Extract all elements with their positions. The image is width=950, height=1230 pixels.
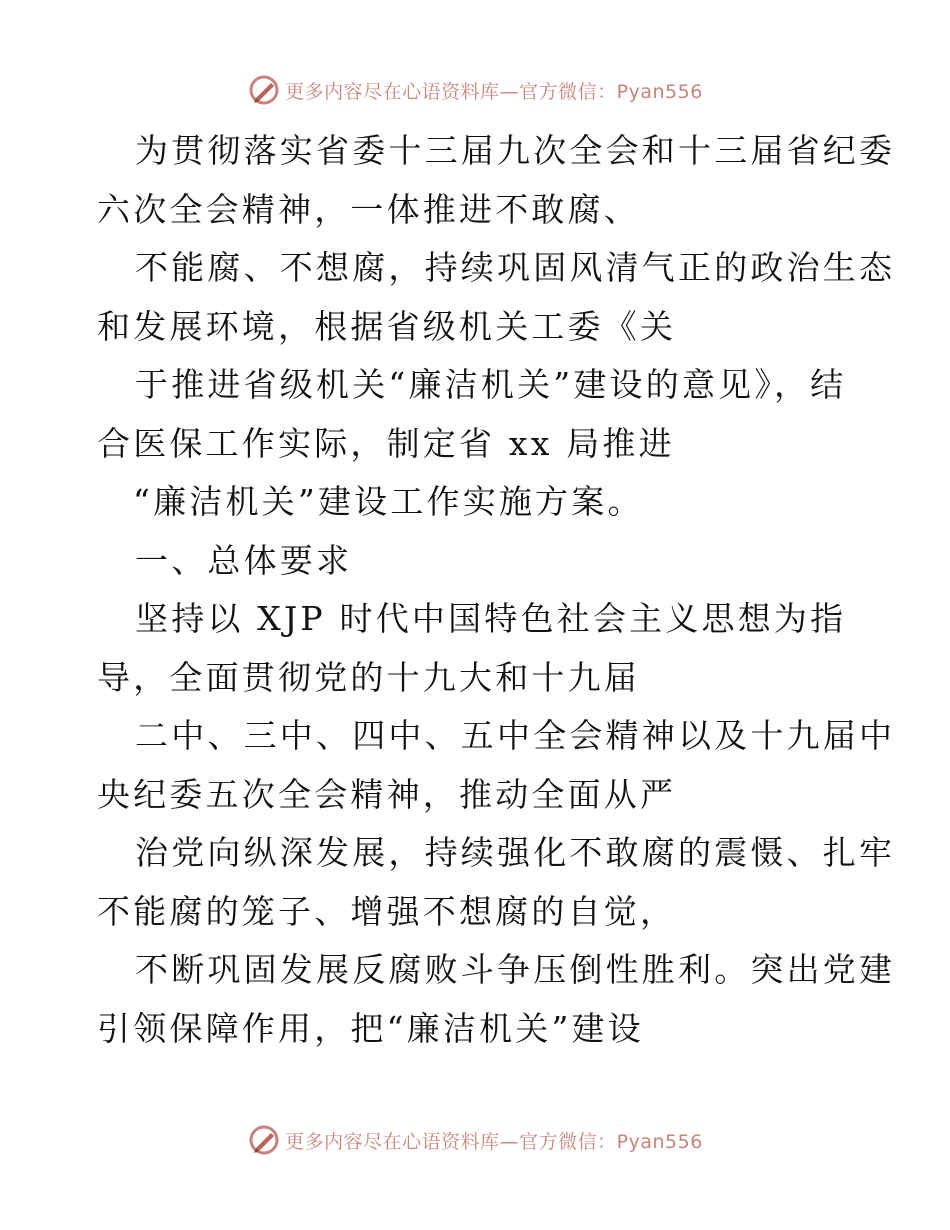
watermark-header: [0, 70, 950, 110]
pen-logo-icon: [247, 1123, 281, 1157]
paragraph-line: 不能腐、不想腐，持续巩固风清气正的政治生态: [135, 248, 896, 287]
watermark-text: 更多内容尽在心语资料库—官方微信：Pyan556: [285, 80, 703, 103]
paragraph-line: “廉洁机关”建设工作实施方案。: [133, 482, 644, 521]
paragraph-line: 导，全面贯彻党的十九大和十九届: [97, 657, 640, 697]
paragraph-line: 二中、三中、四中、五中全会精神以及十九届中: [135, 716, 896, 755]
paragraph-line: 央纪委五次全会精神，推动全面从严: [97, 774, 677, 814]
paragraph-line: 和发展环境，根据省级机关工委《关: [97, 306, 677, 346]
watermark-footer: [0, 1120, 950, 1160]
pen-logo-icon: [247, 73, 281, 107]
paragraph-line: 引领保障作用，把“廉洁机关”建设: [97, 1008, 644, 1048]
paragraph-line: 六次全会精神，一体推进不敢腐、: [97, 189, 640, 229]
watermark-text: 更多内容尽在心语资料库—官方微信：Pyan556: [285, 1130, 703, 1153]
paragraph-line: 坚持以 XJP 时代中国特色社会主义思想为指: [135, 599, 847, 638]
document-body: [97, 122, 896, 1058]
paragraph-line: 于推进省级机关“廉洁机关”建设的意见》，结: [135, 365, 847, 404]
section-heading: 一、总体要求: [135, 540, 353, 580]
paragraph-line: 治党向纵深发展，持续强化不敢腐的震慑、扎牢: [135, 833, 896, 872]
paragraph-line: 为贯彻落实省委十三届九次全会和十三届省纪委: [135, 131, 896, 170]
paragraph-line: 不能腐的笼子、增强不想腐的自觉，: [97, 891, 677, 931]
paragraph-line: 合医保工作实际，制定省 xx 局推进: [97, 423, 675, 463]
paragraph-line: 不断巩固发展反腐败斗争压倒性胜利。突出党建: [135, 950, 896, 989]
